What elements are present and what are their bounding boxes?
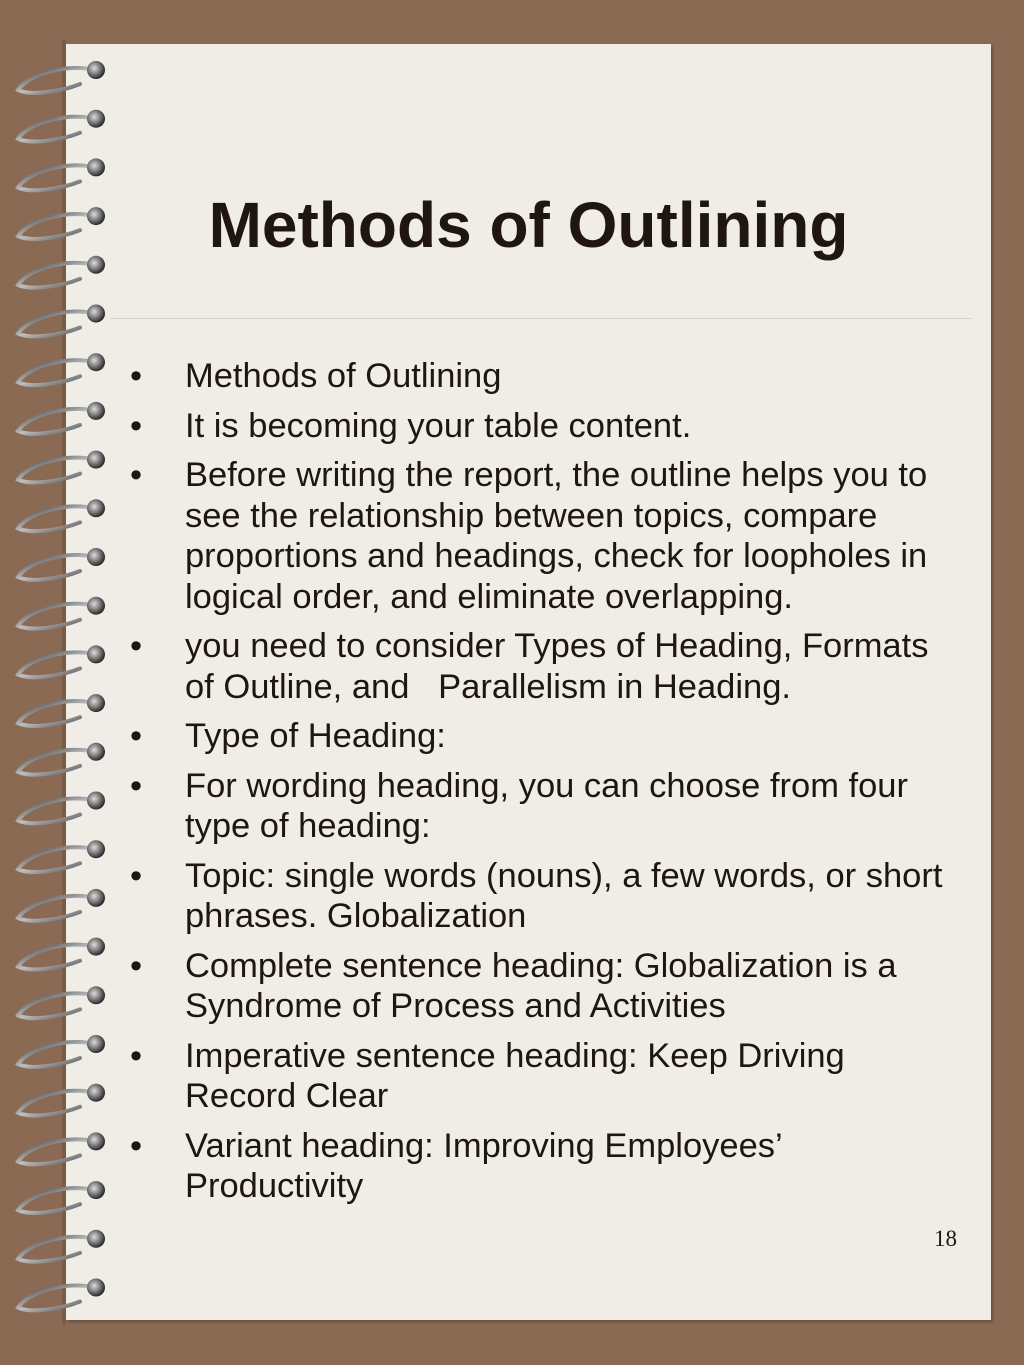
bullet-item bbox=[130, 1036, 960, 1117]
spiral-ring bbox=[18, 847, 94, 872]
bullet-text: Complete sentence heading: Globalization is a Syndrome of Process and Activities bbox=[185, 946, 907, 1025]
bullet-marker: • bbox=[130, 627, 143, 665]
spiral-ring bbox=[18, 701, 94, 726]
bullet-marker: • bbox=[130, 1126, 143, 1165]
bullet-item bbox=[130, 455, 960, 617]
bullet-marker: • bbox=[130, 946, 143, 985]
binding-hole bbox=[87, 597, 105, 615]
spiral-ring bbox=[18, 458, 94, 483]
bullet-item bbox=[130, 856, 960, 937]
binding-hole bbox=[87, 792, 105, 810]
spiral-ring bbox=[18, 896, 94, 921]
bullet-text: For wording heading, you can choose from four type of heading: bbox=[185, 766, 918, 845]
spiral-ring bbox=[18, 1091, 94, 1116]
spiral-ring bbox=[18, 945, 94, 970]
binding-hole bbox=[87, 1279, 105, 1297]
spiral-ring bbox=[18, 165, 94, 190]
binding-hole bbox=[87, 1230, 105, 1248]
spiral-ring bbox=[18, 360, 94, 385]
spiral-ring bbox=[18, 1042, 94, 1067]
binding-hole bbox=[87, 110, 105, 128]
spiral-ring bbox=[18, 993, 94, 1018]
bullet-marker: • bbox=[130, 1036, 143, 1075]
bullet-marker: • bbox=[130, 357, 143, 395]
binding-hole bbox=[87, 1181, 105, 1199]
bullet-text: Variant heading: Improving Employees’ Productivity bbox=[185, 1126, 791, 1205]
spiral-ring bbox=[18, 555, 94, 580]
spiral-ring bbox=[18, 604, 94, 629]
binding-hole bbox=[87, 256, 105, 274]
binding-hole bbox=[87, 840, 105, 858]
spiral-ring bbox=[18, 68, 94, 93]
bullet-text: Type of Heading: bbox=[185, 717, 446, 755]
bullet-text: Imperative sentence heading: Keep Driving Record Clear bbox=[185, 1036, 855, 1115]
bullet-marker: • bbox=[130, 766, 143, 805]
spiral-ring bbox=[18, 1237, 94, 1262]
spiral-ring bbox=[18, 506, 94, 531]
spiral-ring bbox=[18, 750, 94, 775]
spiral-ring bbox=[18, 1188, 94, 1213]
slide-title: Methods of Outlining bbox=[208, 188, 849, 261]
bullet-text: Methods of Outlining bbox=[185, 357, 502, 395]
bullet-item bbox=[130, 356, 960, 397]
bullet-text: It is becoming your table content. bbox=[185, 406, 692, 445]
binding-hole bbox=[87, 938, 105, 956]
binding-hole bbox=[87, 1132, 105, 1150]
bullet-marker: • bbox=[130, 456, 143, 494]
binding-hole bbox=[87, 1084, 105, 1102]
bullet-item bbox=[130, 716, 960, 757]
title-divider bbox=[110, 318, 972, 319]
binding-hole bbox=[87, 353, 105, 371]
binding-hole bbox=[87, 889, 105, 907]
spiral-ring bbox=[18, 263, 94, 288]
binding-hole bbox=[87, 499, 105, 517]
spiral-ring bbox=[18, 1139, 94, 1164]
bullet-item bbox=[130, 1126, 960, 1207]
bullet-item bbox=[130, 766, 960, 847]
bullet-item bbox=[130, 626, 960, 707]
binding-hole bbox=[87, 986, 105, 1004]
spiral-ring bbox=[18, 652, 94, 677]
spiral-ring bbox=[18, 799, 94, 824]
bullet-text: you need to consider Types of Heading, Formats of Outline, and Parallelism in Heading. bbox=[185, 627, 939, 706]
spiral-ring bbox=[18, 1286, 94, 1311]
bullet-text: Topic: single words (nouns), a few words, or short phrases. Globalization bbox=[185, 856, 952, 935]
bullet-text: Before writing the report, the outline helps you to see the relationship between topics, compare proportions and headings, check for loopholes in logical order, and eliminate overlapping. bbox=[185, 456, 937, 616]
binding-hole bbox=[87, 1035, 105, 1053]
binding-hole bbox=[87, 645, 105, 663]
binding-hole bbox=[87, 548, 105, 566]
page-number: 18 bbox=[934, 1226, 957, 1251]
bullet-item bbox=[130, 406, 960, 447]
bullet-item bbox=[130, 946, 960, 1027]
spiral-ring bbox=[18, 117, 94, 142]
bullet-list bbox=[130, 356, 960, 1216]
bullet-marker: • bbox=[130, 717, 143, 755]
binding-hole bbox=[87, 61, 105, 79]
binding-hole bbox=[87, 694, 105, 712]
spiral-ring bbox=[18, 312, 94, 337]
binding-hole bbox=[87, 743, 105, 761]
binding-hole bbox=[87, 402, 105, 420]
bullet-marker: • bbox=[130, 406, 143, 445]
spiral-ring bbox=[18, 409, 94, 434]
binding-hole bbox=[87, 451, 105, 469]
bullet-marker: • bbox=[130, 856, 143, 895]
binding-hole bbox=[87, 158, 105, 176]
binding-hole bbox=[87, 305, 105, 323]
